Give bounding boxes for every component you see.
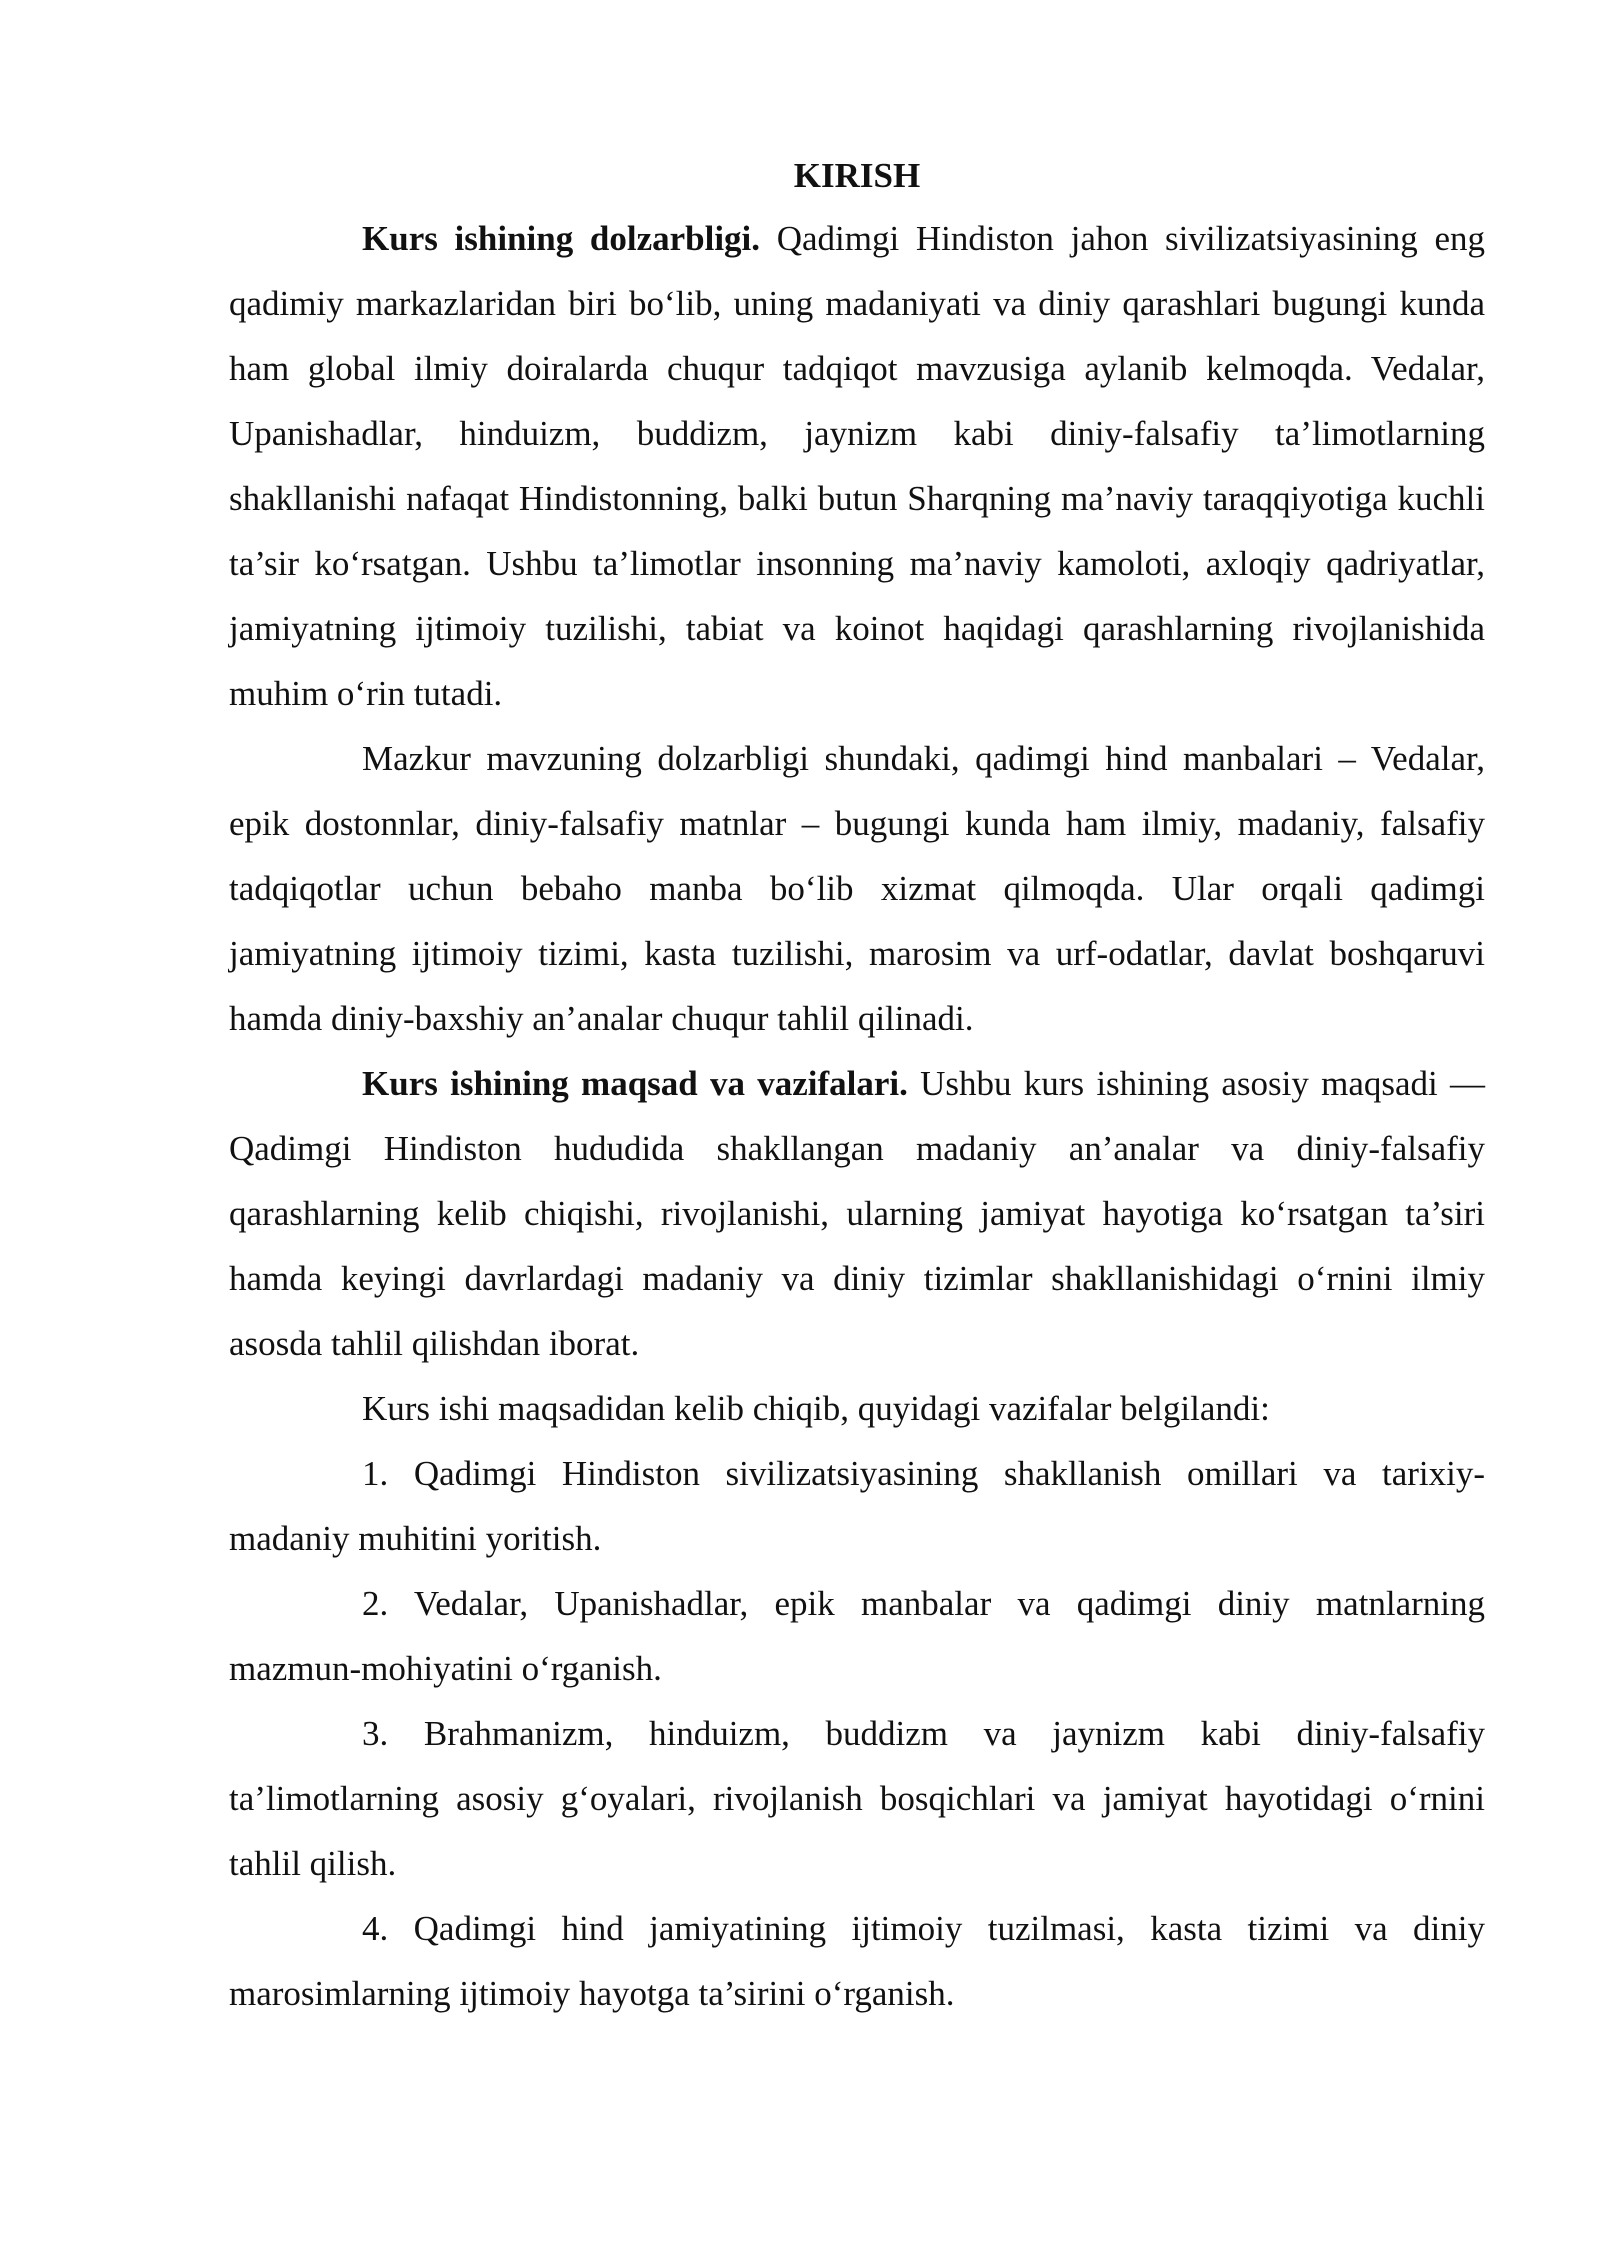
task-item-2: 2. Vedalar, Upanishadlar, epik manbalar va qadimgi diniy matnlarning mazmun-mohiyatini o‘rganish. xyxy=(229,1584,1485,1688)
document-body xyxy=(229,146,1485,2026)
paragraph-goals xyxy=(229,1051,1485,1376)
paragraph-relevance-lead: Kurs ishining dolzarbligi. xyxy=(362,219,761,258)
task-item-1: 1. Qadimgi Hindiston sivilizatsiyasining shakllanish omillari va tarixiy-madaniy muhitini yoritish. xyxy=(229,1454,1485,1558)
paragraph-relevance-text: Qadimgi Hindiston jahon sivilizatsiyasining eng qadimiy markazlaridan biri bo‘lib, uning madaniyati va diniy qarashlari bugungi kunda ham global ilmiy doiralarda chuqur tadqiqot mavzusiga aylanib kelmoqda. Vedalar, Upanishadlar, hinduizm, buddizm, jaynizm kabi diniy-falsafiy ta’limotlarning shakllanishi nafaqat Hindistonning, balki butun Sharqning ma’naviy taraqqiyotiga kuchli ta’sir ko‘rsatgan. Ushbu ta’limotlar insonning ma’naviy kamoloti, axloqiy qadriyatlar, jamiyatning ijtimoiy tuzilishi, tabiat va koinot haqidagi qarashlarning rivojlanishida muhim o‘rin tutadi. xyxy=(229,219,1485,713)
task-item-4: 4. Qadimgi hind jamiyatining ijtimoiy tuzilmasi, kasta tizimi va diniy marosimlarning ijtimoiy hayotga ta’sirini o‘rganish. xyxy=(229,1909,1485,2013)
section-heading: KIRISH xyxy=(793,156,921,195)
task-item-3: 3. Brahmanizm, hinduizm, buddizm va jaynizm kabi diniy-falsafiy ta’limotlarning asosiy g‘oyalari, rivojlanish bosqichlari va jamiyat hayotidagi o‘rnini tahlil qilish. xyxy=(229,1714,1485,1883)
paragraph-relevance xyxy=(229,206,1485,726)
paragraph-goals-text: Ushbu kurs ishining asosiy maqsadi — Qadimgi Hindiston hududida shakllangan madaniy an’analar va diniy-falsafiy qarashlarning kelib chiqishi, rivojlanishi, ularning jamiyat hayotiga ko‘rsatgan ta’siri hamda keyingi davrlardagi madaniy va diniy tizimlar shakllanishidagi o‘rnini ilmiy asosda tahlil qilishdan iborat. xyxy=(229,1064,1485,1363)
paragraph-goals-lead: Kurs ishining maqsad va vazifalari. xyxy=(362,1064,908,1103)
paragraph-relevance-continued: Mazkur mavzuning dolzarbligi shundaki, qadimgi hind manbalari – Vedalar, epik dostonnlar, diniy-falsafiy matnlar – bugungi kunda ham ilmiy, madaniy, falsafiy tadqiqotlar uchun bebaho manba bo‘lib xizmat qilmoqda. Ular orqali qadimgi jamiyatning ijtimoiy tizimi, kasta tuzilishi, marosim va urf-odatlar, davlat boshqaruvi hamda diniy-baxshiy an’analar chuqur tahlil qilinadi. xyxy=(229,739,1485,1038)
paragraph-tasks-intro: Kurs ishi maqsadidan kelib chiqib, quyidagi vazifalar belgilandi: xyxy=(362,1389,1270,1428)
